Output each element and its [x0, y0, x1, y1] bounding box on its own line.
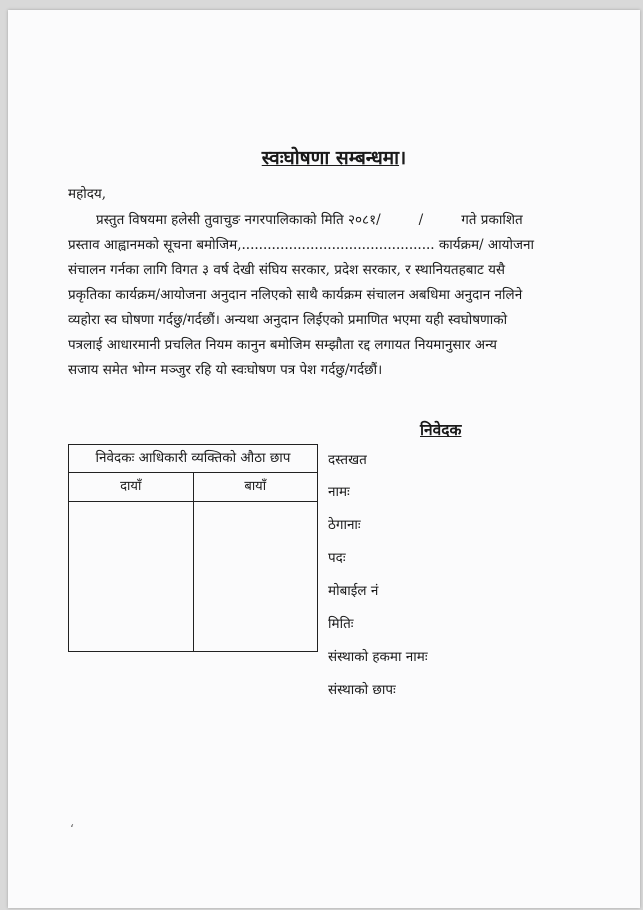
name-label: नामः: [328, 484, 350, 500]
address-label: ठेगानाः: [328, 517, 361, 533]
declaration-paragraph: [68, 208, 580, 383]
thumbprint-left-area: [194, 502, 318, 651]
paragraph-line-7: सजाय समेत भोग्न मञ्जुर रहि यो स्वःघोषण पत्र पेश गर्दछु/गर्दछौं।: [68, 362, 383, 378]
salutation: महोदय,: [68, 186, 107, 202]
paragraph-line-2: प्रस्ताव आह्वानमको सूचना बमोजिम,............................................. कार्यक्रम/ आयोजना: [68, 237, 534, 253]
document-title: [8, 144, 640, 170]
date-label: मितिः: [328, 616, 354, 632]
applicant-heading: निवेदक: [420, 420, 462, 439]
paragraph-line-1: [68, 208, 580, 233]
thumbprint-box: [68, 444, 318, 652]
paragraph-line-1b: /: [418, 212, 424, 228]
mobile-label: मोबाईल नं: [328, 583, 379, 599]
thumbprint-left-column: [193, 473, 318, 651]
document-page: [8, 10, 640, 908]
paragraph-line-4: प्रकृतिका कार्यक्रम/आयोजना अनुदान नलिएको साथै कार्यक्रम संचालन अबधिमा अनुदान नलिने: [68, 287, 523, 303]
thumbprint-heading: निवेदकः आधिकारी व्यक्तिको औठा छाप: [69, 445, 317, 473]
title-text: स्वःघोषणा सम्बन्धमा: [261, 147, 400, 169]
paragraph-line-3: संचालन गर्नका लागि विगत ३ वर्ष देखी संघिय सरकार, प्रदेश सरकार, र स्थानियतहबाट यसै: [68, 262, 506, 278]
thumbprint-right-label: दायाँ: [69, 473, 193, 502]
paragraph-line-1a: प्रस्तुत विषयमा हलेसी तुवाचुङ नगरपालिकाको मिति २०८१/: [96, 212, 381, 228]
thumbprint-right-column: [69, 473, 193, 651]
paragraph-line-6: पत्रलाई आधारमानी प्रचलित नियम कानुन बमोजिम सम्झौता रद्द लगायत नियमानुसार अन्य: [68, 337, 497, 353]
thumbprint-right-area: [69, 502, 193, 651]
scan-speck: ʻ: [70, 822, 74, 836]
position-label: पदः: [328, 550, 346, 566]
paragraph-line-1c: गते प्रकाशित: [461, 212, 523, 228]
thumbprint-left-label: बायाँ: [194, 473, 318, 502]
signature-label: दस्तखत: [328, 452, 367, 468]
title-danda: ।: [399, 147, 407, 169]
org-stamp-label: संस्थाको छापः: [328, 682, 396, 698]
org-name-label: संस्थाको हकमा नामः: [328, 649, 428, 665]
paragraph-line-5: व्यहोरा स्व घोषणा गर्दछु/गर्दछौं। अन्यथा अनुदान लिईएको प्रमाणित भएमा यही स्वघोषणाको: [68, 312, 508, 328]
